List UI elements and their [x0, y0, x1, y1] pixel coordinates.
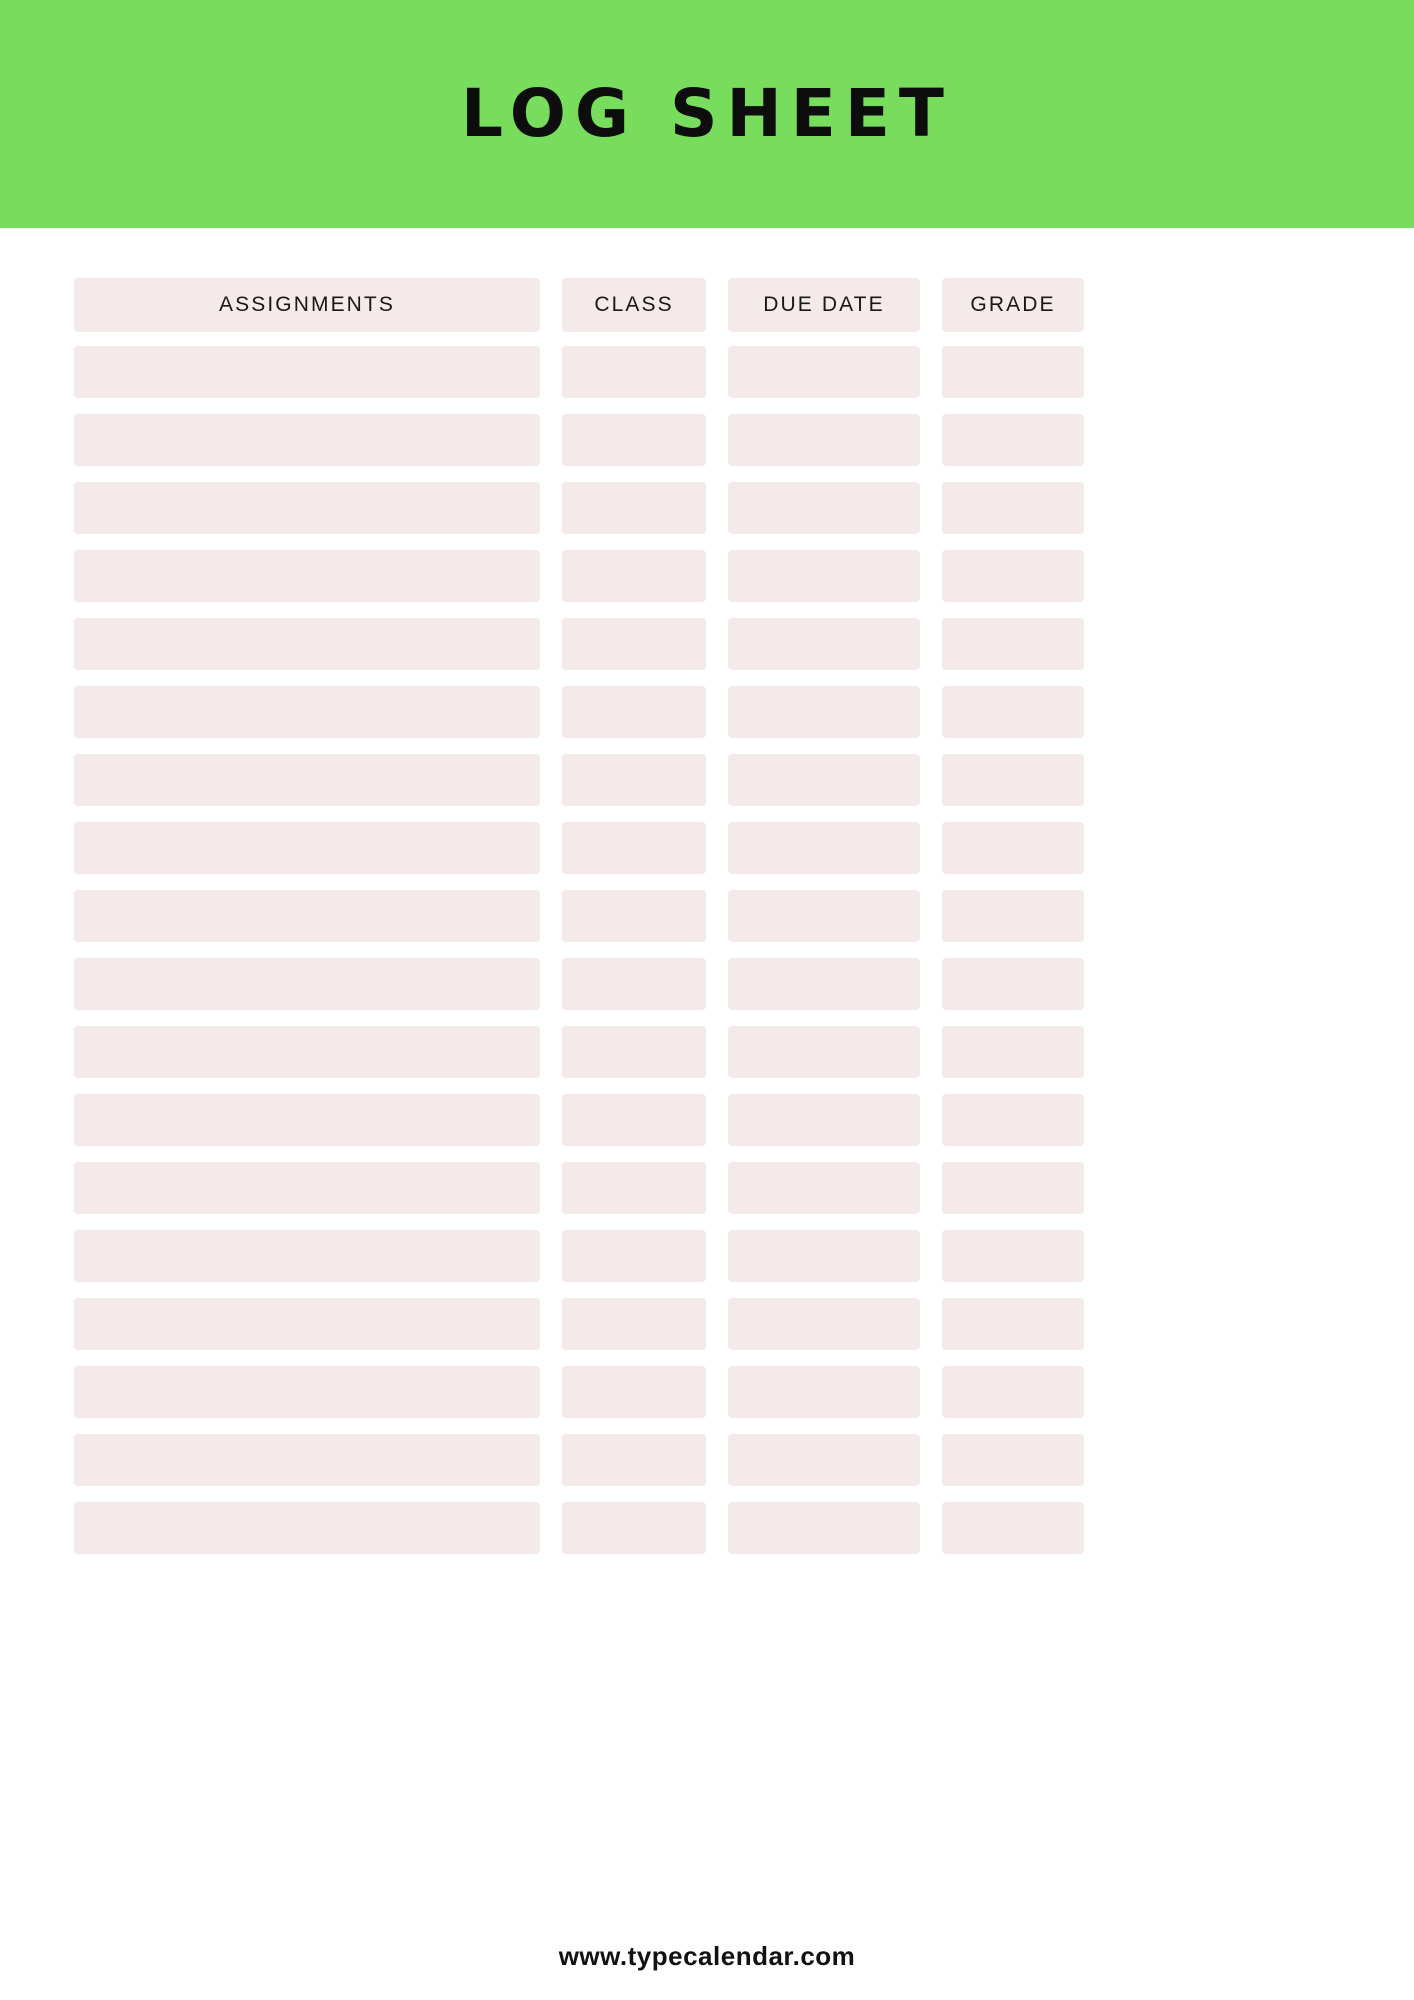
- table-cell-due_date[interactable]: [728, 550, 920, 602]
- table-cell-class[interactable]: [562, 1366, 706, 1418]
- table-cell-grade[interactable]: [942, 550, 1084, 602]
- table-cell-grade[interactable]: [942, 1230, 1084, 1282]
- table-cell-class[interactable]: [562, 618, 706, 670]
- table-cell-grade[interactable]: [942, 958, 1084, 1010]
- column-header-class: CLASS: [562, 278, 706, 332]
- table-cell-grade[interactable]: [942, 414, 1084, 466]
- table-cell-grade[interactable]: [942, 754, 1084, 806]
- header-band: [0, 0, 1414, 228]
- table-cell-due_date[interactable]: [728, 686, 920, 738]
- table-cell-class[interactable]: [562, 414, 706, 466]
- column-header-due-date: DUE DATE: [728, 278, 920, 332]
- table-cell-class[interactable]: [562, 958, 706, 1010]
- table-header-row: [74, 278, 1340, 332]
- table-cell-assignments[interactable]: [74, 1162, 540, 1214]
- table-cell-assignments[interactable]: [74, 414, 540, 466]
- table-row: [74, 482, 1340, 534]
- log-sheet-table: [0, 228, 1414, 1912]
- table-cell-assignments[interactable]: [74, 618, 540, 670]
- table-cell-class[interactable]: [562, 754, 706, 806]
- column-header-assignments: ASSIGNMENTS: [74, 278, 540, 332]
- table-cell-assignments[interactable]: [74, 754, 540, 806]
- table-row: [74, 890, 1340, 942]
- table-cell-grade[interactable]: [942, 1434, 1084, 1486]
- table-cell-assignments[interactable]: [74, 686, 540, 738]
- table-cell-due_date[interactable]: [728, 890, 920, 942]
- table-cell-grade[interactable]: [942, 482, 1084, 534]
- table-cell-assignments[interactable]: [74, 1502, 540, 1554]
- table-row: [74, 1026, 1340, 1078]
- table-cell-due_date[interactable]: [728, 482, 920, 534]
- table-cell-assignments[interactable]: [74, 1094, 540, 1146]
- table-cell-assignments[interactable]: [74, 346, 540, 398]
- table-cell-assignments[interactable]: [74, 550, 540, 602]
- column-header-grade: GRADE: [942, 278, 1084, 332]
- table-cell-grade[interactable]: [942, 346, 1084, 398]
- table-row: [74, 1230, 1340, 1282]
- table-cell-class[interactable]: [562, 482, 706, 534]
- table-cell-class[interactable]: [562, 550, 706, 602]
- table-cell-assignments[interactable]: [74, 1366, 540, 1418]
- table-cell-assignments[interactable]: [74, 958, 540, 1010]
- table-cell-class[interactable]: [562, 1094, 706, 1146]
- table-cell-due_date[interactable]: [728, 1026, 920, 1078]
- table-cell-grade[interactable]: [942, 686, 1084, 738]
- table-cell-grade[interactable]: [942, 1298, 1084, 1350]
- table-row: [74, 822, 1340, 874]
- table-row: [74, 1298, 1340, 1350]
- table-cell-class[interactable]: [562, 346, 706, 398]
- table-row: [74, 1502, 1340, 1554]
- table-cell-grade[interactable]: [942, 618, 1084, 670]
- footer: [0, 1912, 1414, 2000]
- table-cell-due_date[interactable]: [728, 1162, 920, 1214]
- table-cell-due_date[interactable]: [728, 346, 920, 398]
- table-cell-due_date[interactable]: [728, 1502, 920, 1554]
- table-cell-due_date[interactable]: [728, 1230, 920, 1282]
- table-cell-grade[interactable]: [942, 822, 1084, 874]
- table-row: [74, 1366, 1340, 1418]
- table-row: [74, 686, 1340, 738]
- table-cell-assignments[interactable]: [74, 1434, 540, 1486]
- table-body: [74, 346, 1340, 1554]
- table-cell-class[interactable]: [562, 1434, 706, 1486]
- table-cell-grade[interactable]: [942, 1502, 1084, 1554]
- table-cell-due_date[interactable]: [728, 754, 920, 806]
- table-row: [74, 550, 1340, 602]
- website-url: www.typecalendar.com: [558, 1940, 856, 1971]
- table-row: [74, 618, 1340, 670]
- table-row: [74, 958, 1340, 1010]
- table-cell-assignments[interactable]: [74, 1230, 540, 1282]
- table-cell-due_date[interactable]: [728, 1434, 920, 1486]
- table-cell-class[interactable]: [562, 1026, 706, 1078]
- table-row: [74, 1434, 1340, 1486]
- table-cell-due_date[interactable]: [728, 1094, 920, 1146]
- table-cell-grade[interactable]: [942, 890, 1084, 942]
- table-cell-assignments[interactable]: [74, 482, 540, 534]
- table-cell-grade[interactable]: [942, 1094, 1084, 1146]
- table-cell-assignments[interactable]: [74, 822, 540, 874]
- page-title: LOG SHEET: [461, 75, 953, 152]
- table-cell-class[interactable]: [562, 890, 706, 942]
- table-cell-due_date[interactable]: [728, 618, 920, 670]
- table-row: [74, 346, 1340, 398]
- table-cell-due_date[interactable]: [728, 1298, 920, 1350]
- table-cell-due_date[interactable]: [728, 822, 920, 874]
- table-cell-class[interactable]: [562, 1162, 706, 1214]
- table-row: [74, 1162, 1340, 1214]
- table-cell-due_date[interactable]: [728, 414, 920, 466]
- table-cell-class[interactable]: [562, 686, 706, 738]
- table-cell-due_date[interactable]: [728, 958, 920, 1010]
- table-cell-grade[interactable]: [942, 1026, 1084, 1078]
- table-cell-assignments[interactable]: [74, 1026, 540, 1078]
- table-cell-assignments[interactable]: [74, 1298, 540, 1350]
- table-cell-class[interactable]: [562, 1298, 706, 1350]
- table-cell-class[interactable]: [562, 822, 706, 874]
- table-row: [74, 414, 1340, 466]
- table-cell-class[interactable]: [562, 1502, 706, 1554]
- table-cell-grade[interactable]: [942, 1162, 1084, 1214]
- table-cell-due_date[interactable]: [728, 1366, 920, 1418]
- table-row: [74, 754, 1340, 806]
- table-cell-assignments[interactable]: [74, 890, 540, 942]
- table-cell-class[interactable]: [562, 1230, 706, 1282]
- table-row: [74, 1094, 1340, 1146]
- table-cell-grade[interactable]: [942, 1366, 1084, 1418]
